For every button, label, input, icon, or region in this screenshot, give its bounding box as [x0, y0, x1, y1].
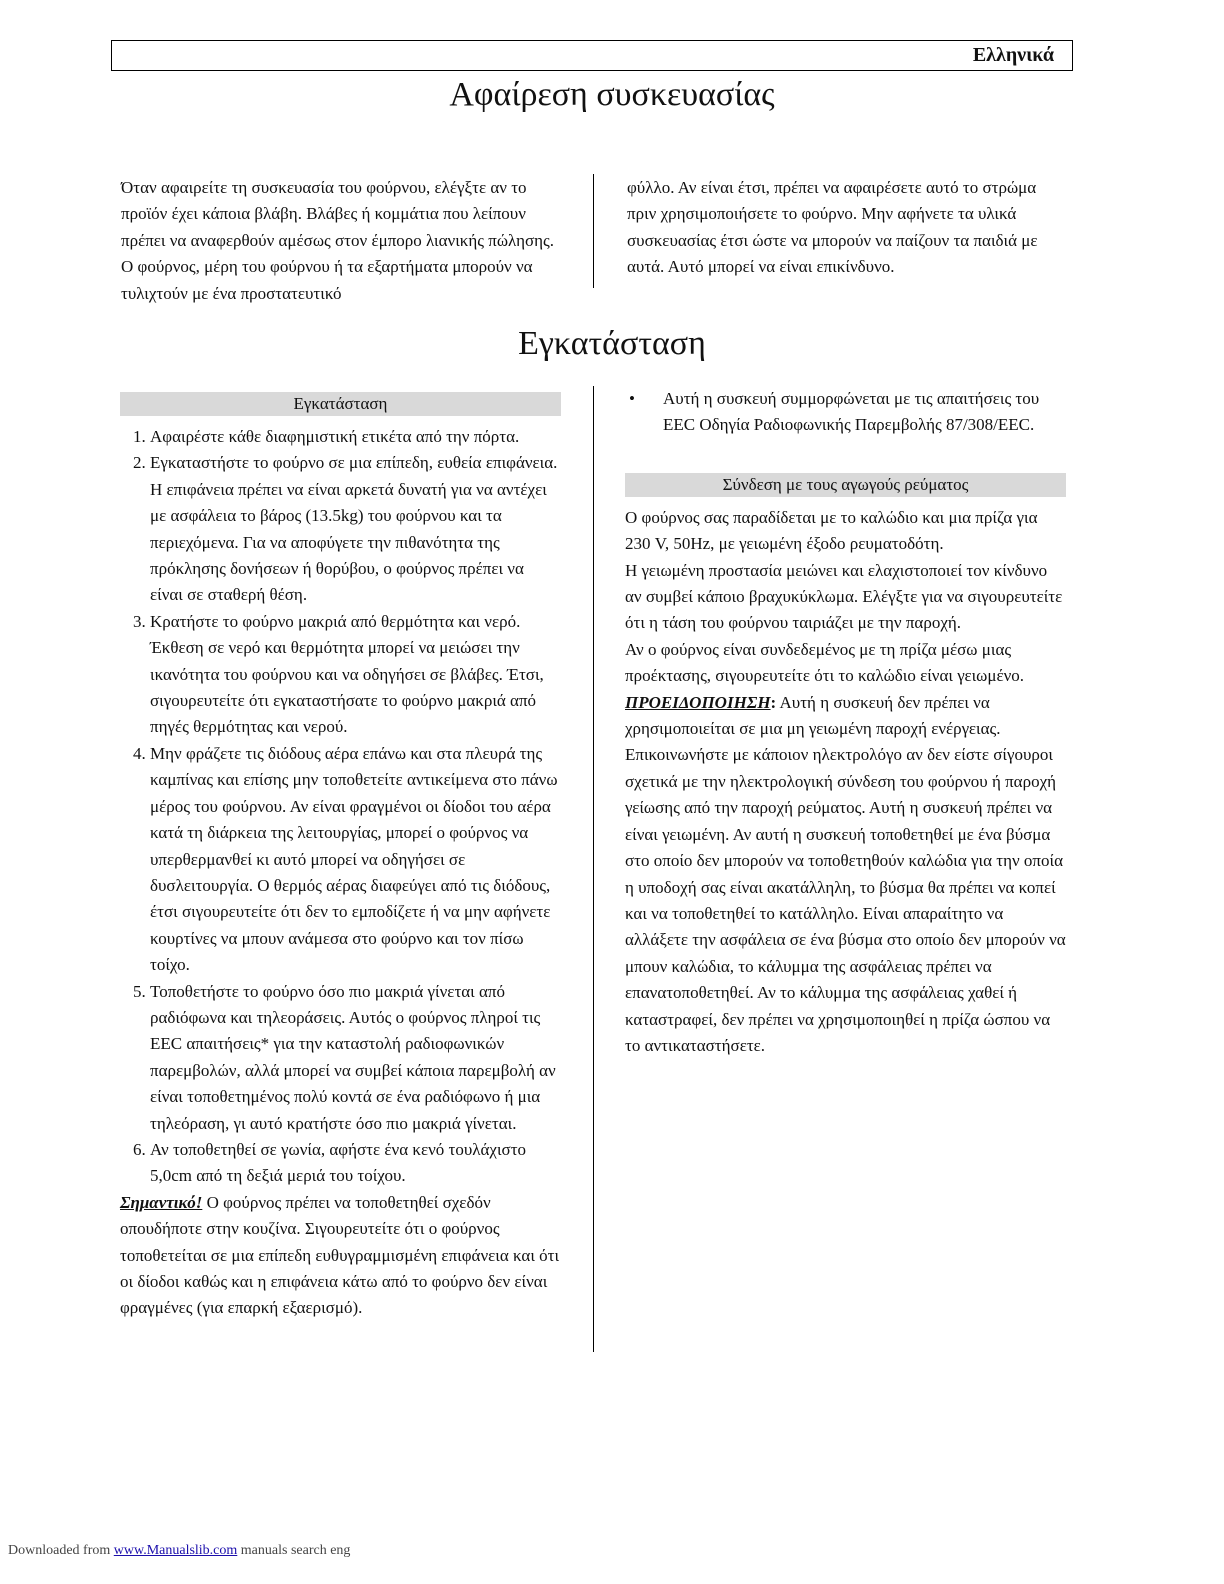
language-header-box — [111, 40, 1073, 71]
important-label: Σημαντικό! — [120, 1192, 203, 1212]
warning-text: Αυτή η συσκευή δεν πρέπει να χρησιμοποιείται σε μια μη γειωμένη παροχή ενέργειας. Επικοινωνήστε με κάποιον ηλεκτρολόγο αν δεν είστε σίγουροι σχετικά με την ηλεκτρολογική σύνδεση του φούρνου ή παροχή γείωσης από την παροχή ρεύματος. Αυτή η συσκευή πρέπει να είναι γειωμένη. Αν αυτή η συσκευή τοποθετηθεί με ένα βύσμα στο οποίο δεν μπορούν να τοποθετηθούν καλώδια για την οποία η υποδοχή σας είναι ακατάλληλη, το βύσμα θα πρέπει να κοπεί και να τοποθετηθεί το κατάλληλο. Είναι απαραίτητο να αλλάξετε την ασφάλεια σε ένα βύσμα στο οποίο δεν μπορούν να μπουν καλώδια, το κάλυμμα της ασφάλειας πρέπει να επανατοποθετηθεί. Αν το κάλυμμα της ασφάλειας χαθεί ή καταστραφεί, δεν πρέπει να χρησιμοποιηθεί η πρίζα ώσπου να το αντικαταστήσετε. — [625, 692, 1066, 1055]
unpacking-text-left: Όταν αφαιρείτε τη συσκευασία του φούρνου, ελέγξτε αν το προϊόν έχει κάποια βλάβη. Βλάβες ή κομμάτια που λείπουν πρέπει να αναφερθούν αμέσως στον έμπορο λιανικής πώλησης. Ο φούρνος, μέρη του φούρνου ή τα εξαρτήματα μπορούν να τυλιχτούν με ένα προστατευτικό — [121, 178, 555, 303]
installation-step: 2. Εγκαταστήστε το φούρνο σε μια επίπεδη, ευθεία επιφάνεια. Η επιφάνεια πρέπει να είναι αρκετά δυνατή για να αντέχει με ασφάλεια το βάρος (13.5kg) του φούρνου και τα περιεχόμενα. Για να αποφύγετε την πιθανότητα της πρόκλησης δονήσεων ή θορύβου, ο φούρνος πρέπει να είναι σε σταθερή θέση. — [150, 450, 561, 608]
installation-right-column — [625, 386, 1066, 1059]
power-paragraph: Η γειωμένη προστασία μειώνει και ελαχιστοποιεί τον κίνδυνο αν συμβεί κάποιο βραχυκύκλωμα. Ελέγξτε για να σιγουρευτείτε ότι η τάση του φούρνου ταιριάζει με την παροχή. — [625, 560, 1063, 633]
unpacking-title: Αφαίρεση συσκευασίας — [449, 76, 775, 113]
unpacking-left-column — [121, 175, 561, 307]
warning-colon: : — [770, 692, 777, 712]
bullet-icon: • — [629, 389, 635, 408]
footer-prefix: Downloaded from — [8, 1543, 114, 1558]
warning-label: ΠΡΟΕΙΔΟΠΟΙΗΣΗ — [625, 692, 771, 712]
power-paragraph: Αν ο φούρνος είναι συνδεδεμένος με τη πρίζα μέσω μιας προέκτασης, σιγουρευτείτε ότι το καλώδιο είναι γειωμένο. — [625, 639, 1025, 686]
installation-step: 4. Μην φράζετε τις διόδους αέρα επάνω και στα πλευρά της καμπίνας και επίσης μην τοποθετείτε αντικείμενα στο πάνω μέρος του φούρνου. Αν είναι φραγμένοι οι δίοδοι του αέρα κατά τη διάρκεια της λειτουργίας, μπορεί ο φούρνος να υπερθερμανθεί κι αυτό μπορεί να οδηγήσει σε δυσλειτουργία. Ο θερμός αέρας διαφεύγει από τις διόδους, έτσι σιγουρευτείτε ότι δεν το εμποδίζετε ή να μην αφήνετε κουρτίνες να μπουν ανάμεσα στο φούρνο και τον πίσω τοίχο. — [150, 741, 561, 979]
installation-subheading: Εγκατάσταση — [120, 392, 561, 416]
unpacking-right-column — [627, 175, 1067, 281]
installation-step: 5. Τοποθετήστε το φούρνο όσο πιο μακριά γίνεται από ραδιόφωνα και τηλεοράσεις. Αυτός ο φούρνος πληροί τις EEC απαιτήσεις* για την καταστολή ραδιοφωνικών παρεμβολών, αλλά μπορεί να συμβεί κάποια παρεμβολή αν είναι τοποθετημένος πολύ κοντά σε ένα ραδιόφωνο ή μια τηλεόραση, γι αυτό κρατήστε όσο πιο μακριά γίνεται. — [150, 979, 561, 1137]
important-text: Ο φούρνος πρέπει να τοποθετηθεί σχεδόν οπουδήποτε στην κουζίνα. Σιγουρευτείτε ότι ο φούρνος τοποθετείται σε μια επίπεδη ευθυγραμμισμένη επιφάνεια και ότι οι δίοδοι καθώς και η επιφάνεια κάτω από το φούρνο δεν είναι φραγμένες (για επαρκή εξαερισμό). — [120, 1192, 560, 1318]
installation-steps-list — [120, 424, 561, 1190]
language-label: Ελληνικά — [972, 44, 1054, 66]
installation-left-column — [120, 392, 561, 1322]
installation-step: 6. Αν τοποθετηθεί σε γωνία, αφήστε ένα κενό τουλάχιστο 5,0cm από τη δεξιά μεριά του τοίχου. — [150, 1137, 561, 1190]
power-paragraph: Ο φούρνος σας παραδίδεται με το καλώδιο και μια πρίζα για 230 V, 50Hz, με γειωμένη έξοδο ρευματοδότη. — [625, 507, 1038, 554]
download-footer — [8, 1543, 350, 1559]
compliance-bullet — [625, 386, 1066, 439]
installation-step: 1. Αφαιρέστε κάθε διαφημιστική ετικέτα από την πόρτα. — [150, 424, 561, 450]
warning-paragraph — [625, 690, 1066, 1060]
important-note — [120, 1190, 561, 1322]
footer-suffix: manuals search eng — [237, 1543, 351, 1558]
unpacking-text-right: φύλλο. Αν είναι έτσι, πρέπει να αφαιρέσετε αυτό το στρώμα πριν χρησιμοποιήσετε το φούρνο. Μην αφήνετε τα υλικά συσκευασίας έτσι ώστε να μπορούν να παίζουν τα παιδιά με αυτά. Αυτό μπορεί να είναι επικίνδυνο. — [627, 178, 1038, 277]
column-divider — [593, 174, 594, 288]
manualslib-link[interactable]: www.Manualslib.com — [113, 1543, 238, 1558]
power-connection-subheading: Σύνδεση με τους αγωγούς ρεύματος — [625, 473, 1066, 497]
installation-step: 3. Κρατήστε το φούρνο μακριά από θερμότητα και νερό. Έκθεση σε νερό και θερμότητα μπορεί να μειώσει την ικανότητα του φούρνου και να οδηγήσει σε βλάβες. Έτσι, σιγουρευτείτε ότι εγκαταστήσατε το φούρνο μακριά από πηγές θερμότητας και νερού. — [150, 609, 561, 741]
column-divider — [593, 386, 594, 1352]
installation-title: Εγκατάσταση — [518, 325, 706, 362]
compliance-text: Αυτή η συσκευή συμμορφώνεται με τις απαιτήσεις του EEC Οδηγία Ραδιοφωνικής Παρεμβολής 87/308/EEC. — [663, 389, 1040, 435]
